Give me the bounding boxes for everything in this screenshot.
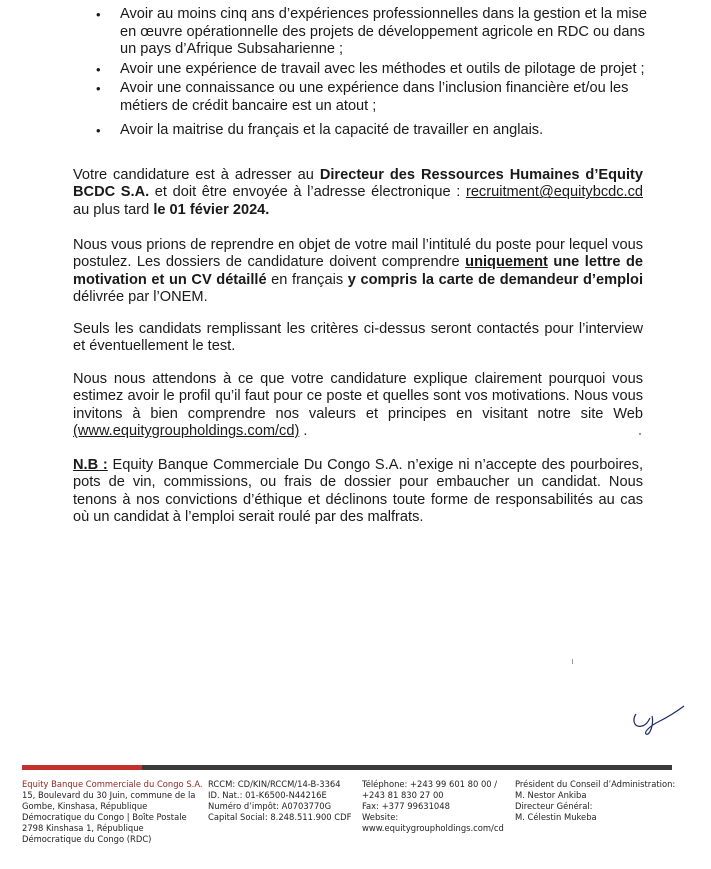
bullet-icon: • <box>96 81 101 97</box>
list-item: • Avoir au moins cinq ans d’expériences professionnelles dans la gestion et la mise en œuvre opérationnelle des projets de développement agricole en RDC ou dans un pays d’Afrique Subsaharienne ; <box>96 6 648 58</box>
bullet-icon: • <box>96 61 101 77</box>
footer-contact: Téléphone: +243 99 601 80 00 / +243 81 830 27 00 Fax: +377 99631048 Website: www.equitygroupholdings.com/cd <box>362 779 504 833</box>
documents-paragraph: Nous vous prions de reprendre en objet de votre mail l’intitulé du poste pour lequel vous postulez. Les dossiers de candidature doivent comprendre uniquement une lettre de motivation et un CV détaillé en français y compris la carte de demandeur d’emploi délivrée par l’ONEM. <box>73 237 644 306</box>
list-item: • Avoir une expérience de travail avec les méthodes et outils de pilotage de projet ; <box>96 60 645 77</box>
website-link[interactable]: (www.equitygroupholdings.com/cd) <box>73 423 300 440</box>
company-name: Equity Banque Commerciale du Congo S.A. <box>22 779 203 789</box>
requirements-list <box>96 6 656 139</box>
footer-registration: RCCM: CD/KIN/RCCM/14-B-3364 ID. Nat.: 01-K6500-N44216E Numéro d’impôt: A0703770G Capital Social: 8.248.511.900 CDF <box>208 779 352 822</box>
list-item: • Avoir la maitrise du français et la capacité de travailler en anglais. <box>96 121 544 138</box>
footer-divider <box>22 765 672 770</box>
nb-label: N.B : <box>73 457 108 473</box>
footer-website-link[interactable]: www.equitygroupholdings.com/cd <box>362 823 504 833</box>
footer-management: Président du Conseil d’Administration: M. Nestor Ankiba Directeur Général: M. Célestin Mukeba <box>515 779 676 822</box>
scan-speck <box>572 659 573 664</box>
list-item: • Avoir une connaissance ou une expérience dans l’inclusion financière et/ou les métiers de crédit bancaire est un atout ; <box>96 80 629 114</box>
signature-mark <box>628 700 686 740</box>
motivation-paragraph: Nous nous attendons à ce que votre candidature explique clairement pourquoi vous estimez avoir le profil qu’il faut pour ce poste et quelles sont vos motivations. Nous vous invitons à bien comprendre nos valeurs et principes en visitant notre site Web (www.equitygroupholdings.com/cd) . <box>73 371 643 440</box>
scan-speck <box>639 433 641 435</box>
footer-company: Equity Banque Commerciale du Congo S.A. 15, Boulevard du 30 Juin, commune de la Gombe, Kinshasa, République Démocratique du Congo | Boîte Postale 2798 Kinshasa 1, République Démocratique du Congo (RDC) <box>22 779 203 844</box>
application-paragraph: Votre candidature est à adresser au Directeur des Ressources Humaines d’Equity BCDC S.A. et doit être envoyée à l’adresse électronique : recruitment@equitybcdc.cd au plus tard le 01 févier 2024. <box>73 167 643 218</box>
nb-paragraph: N.B : Equity Banque Commerciale Du Congo S.A. n’exige ni n’accepte des pourboires, pots de vin, commissions, ou frais de dossier pour embaucher un candidat. Nous tenons à nos convictions d’éthique et déclinons toute forme de responsabilités au cas où un candidat à l’emploi serait roulé par des malfrats. <box>73 457 643 526</box>
bullet-icon: • <box>96 122 101 138</box>
email-link[interactable]: recruitment@equitybcdc.cd <box>465 184 643 201</box>
selection-paragraph: Seuls les candidats remplissant les critères ci-dessus seront contactés pour l’interview et éventuellement le test. <box>73 321 643 355</box>
bullet-icon: • <box>96 7 101 22</box>
